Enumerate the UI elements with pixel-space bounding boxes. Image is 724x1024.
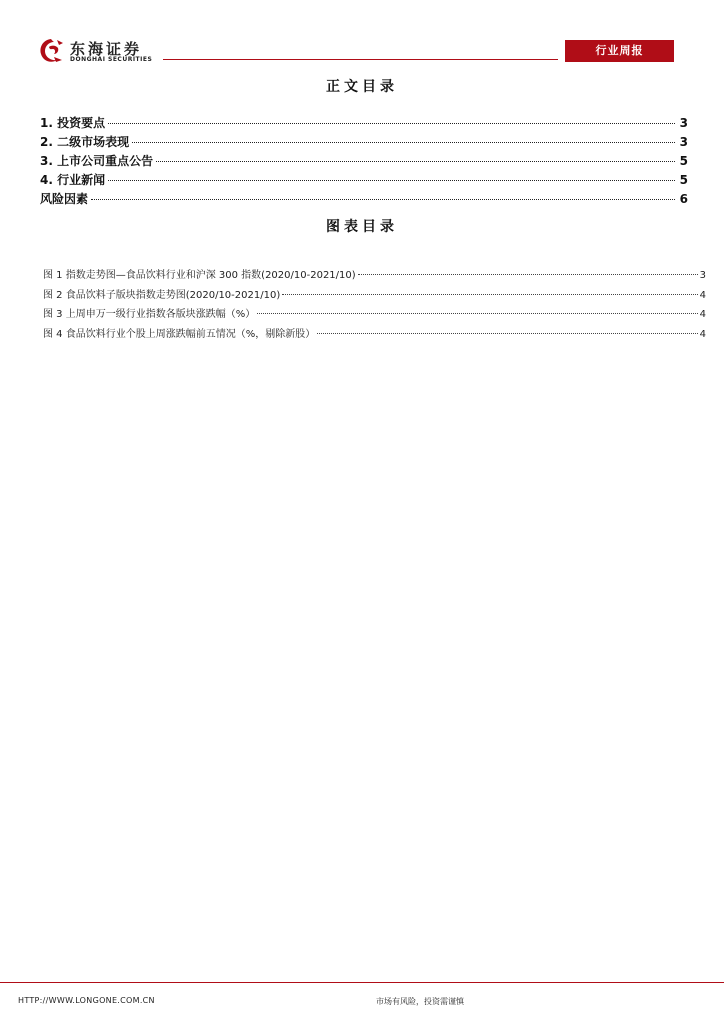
figure-list (43, 266, 706, 344)
figure-item-title: 图 2 食品饮料子版块指数走势图(2020/10-2021/10) (43, 289, 281, 301)
logo-text-en: DONGHAI SECURITIES (70, 56, 153, 63)
figure-item[interactable] (43, 305, 706, 325)
toc-leader (132, 142, 675, 143)
figure-item-page: 4 (699, 309, 706, 320)
logo-text-cn: 东海证券 (70, 40, 143, 58)
toc-item[interactable] (40, 114, 688, 133)
toc-item-title: 4. 行业新闻 (40, 173, 106, 187)
figure-leader (257, 313, 697, 314)
toc-item-title: 风险因素 (40, 192, 89, 206)
toc-item-page: 3 (679, 135, 688, 149)
figure-leader (317, 333, 697, 334)
figure-item[interactable] (43, 325, 706, 345)
toc-item-page: 3 (679, 116, 688, 130)
toc-item-title: 2. 二级市场表现 (40, 135, 130, 149)
toc-leader (108, 123, 675, 124)
figure-item-page: 4 (699, 328, 706, 340)
figure-leader (358, 274, 698, 275)
footer-url-link[interactable]: HTTP://WWW.LONGONE.COM.CN (18, 996, 155, 1005)
figure-item-title: 图 3 上周申万一级行业指数各版块涨跌幅（%） (43, 309, 256, 320)
toc-leader (156, 161, 675, 162)
header-divider (163, 59, 558, 60)
toc-item-title: 1. 投资要点 (40, 116, 106, 130)
page-header (0, 0, 724, 70)
company-logo[interactable] (36, 36, 176, 68)
toc-item-title: 3. 上市公司重点公告 (40, 154, 154, 168)
figure-item-title: 图 4 食品饮料行业个股上周涨跌幅前五情况（%，剔除新股） (43, 328, 316, 340)
toc-leader (91, 199, 675, 200)
figure-leader (282, 294, 697, 295)
toc-item[interactable] (40, 152, 688, 171)
toc-item-page: 6 (679, 192, 688, 206)
figure-list-title: 图表目录 (326, 219, 398, 235)
figure-item[interactable] (43, 286, 706, 306)
figure-item-page: 3 (699, 270, 706, 281)
footer-disclaimer: 市场有风险，投资需谨慎 (376, 997, 464, 1006)
toc-item[interactable] (40, 133, 688, 152)
report-type-badge: 行业周报 (565, 40, 674, 62)
footer-divider (0, 982, 724, 983)
figure-item-title: 图 1 指数走势图—食品饮料行业和沪深 300 指数(2020/10-2021/10) (43, 270, 356, 281)
toc-item-page: 5 (679, 173, 688, 187)
figure-item[interactable] (43, 266, 706, 286)
figure-item-page: 4 (699, 289, 706, 301)
toc-item-page: 5 (679, 154, 688, 168)
toc-title: 正文目录 (326, 79, 398, 95)
toc-item[interactable] (40, 190, 688, 209)
toc-list (40, 114, 688, 209)
donghai-logo-icon (36, 36, 66, 66)
toc-item[interactable] (40, 171, 688, 190)
toc-leader (108, 180, 675, 181)
